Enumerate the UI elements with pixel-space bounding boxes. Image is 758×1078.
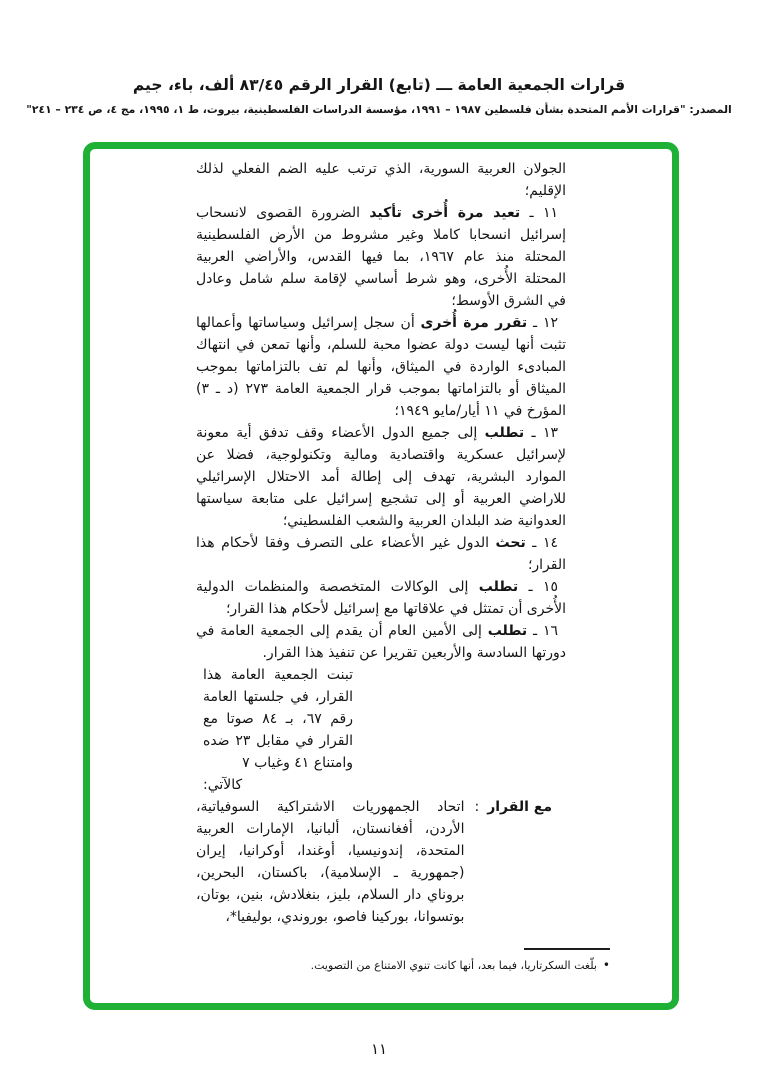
paragraph — [196, 620, 566, 664]
operative-verb: تطلب — [484, 425, 525, 441]
paragraph-text: ١٣ ـ — [524, 425, 558, 441]
footnote-text — [118, 957, 610, 974]
operative-verb: تطلب — [487, 623, 528, 639]
adoption-tail: كالآتي: — [203, 777, 243, 793]
vote-for-label: مع القرار — [487, 799, 552, 815]
paragraph — [196, 158, 566, 202]
paragraph-text: أن سجل إسرائيل وسياساتها وأعمالها تثبت أنها ليست دولة عضوا محبة للسلم، وأنها تمعن في انتهاك المبادىء الواردة في الميثاق، وأنها لم تف بالتزاماتها بموجب الميثاق أو بالتزاماتها بموجب قرار الجمعية العامة ٢٧٣ (د ـ ٣) المؤرخ في ١١ أيار/مايو ١٩٤٩؛ — [196, 315, 566, 419]
paragraph-text: إلى جميع الدول الأعضاء وقف تدفق أية معونة لإسرائيل عسكرية واقتصادية ومالية وتكنولوجية، فضلا عن الموارد البشرية، تهدف إلى إطالة أمد الاحتلال الإسرائيلي للاراضي العربية أو إلى تشجيع إسرائيل على متابعة سياستها العدوانية ضد البلدان العربية والشعب الفلسطيني؛ — [196, 425, 566, 529]
paragraph-text: ١٦ ـ — [527, 623, 558, 639]
source-citation: المصدر: "قرارات الأمم المتحدة بشأن فلسطين ١٩٨٧ – ١٩٩١، مؤسسة الدراسات الفلسطينية، بيروت، ط ١، ١٩٩٥، مج ٤، ص ٢٣٤ – ٢٤١" — [26, 103, 732, 116]
footnote-bullet-icon: • — [602, 958, 610, 972]
operative-verb: تطلب — [478, 579, 519, 595]
footnote-body: بلّغت السكرتاريا، فيما بعد، أنها كانت تنوي الامتناع من التصويت. — [310, 959, 597, 972]
paragraph — [196, 422, 566, 532]
paragraph-text: الضرورة القصوى لانسحاب إسرائيل انسحابا كاملا وغير مشروط من الأرض الفلسطينية المحتلة منذ عام ١٩٦٧، بما فيها القدس، والأراضي العربية المحتلة الأُخرى، وهو شرط أساسي لإقامة سلم شامل وعادل في الشرق الأوسط؛ — [196, 205, 566, 309]
paragraph-text: إلى الوكالات المتخصصة والمنظمات الدولية الأُخرى أن تمتثل في علاقاتها مع إسرائيل لأحكام هذا القرار؛ — [196, 579, 566, 617]
vote-for-countries: اتحاد الجمهوريات الاشتراكية السوفياتية، الأردن، أفغانستان، ألبانيا، الإمارات العربية المتحدة، إندونيسيا، أوغندا، أوكرانيا، إيران (جمهورية ـ الإسلامية)، باكستان، البحرين، بروناي دار السلام، بليز، بنغلادش، بنين، بوتان، بوتسوانا، بوركينا فاصو، بوروندي، بوليفيا*، — [196, 799, 465, 925]
operative-verb: تقرر مرة أُخرى — [420, 315, 528, 331]
paragraph — [196, 576, 566, 620]
adoption-note — [203, 664, 353, 796]
operative-verb: تحث — [495, 535, 526, 551]
footnote-separator-rule — [524, 948, 610, 950]
document-paragraphs — [196, 158, 566, 664]
operative-verb: تعيد مرة أُخرى تأكيد — [369, 205, 521, 221]
paragraph-text: ١٢ ـ — [527, 315, 558, 331]
page-number: ١١ — [370, 1040, 388, 1058]
paragraph — [196, 202, 566, 312]
paragraph-text: الدول غير الأعضاء على التصرف وفقا لأحكام هذا القرار؛ — [196, 535, 566, 573]
paragraph-text: ١٤ ـ — [525, 535, 558, 551]
paragraph-text: ١١ ـ — [520, 205, 558, 221]
paragraph-text: إلى الأمين العام أن يقدم إلى الجمعية العامة في دورتها السادسة والأربعين تقريرا عن تنفيذ هذا القرار. — [196, 623, 566, 661]
paragraph-text: ١٥ ـ — [518, 579, 558, 595]
adoption-sentence: تبنت الجمعية العامة هذا القرار، في جلستها العامة رقم ٦٧، بـ ٨٤ صوتا مع القرار في مقابل ٢٣ ضده وامتناع ٤١ وغياب ٧ — [203, 667, 353, 771]
footnote — [118, 948, 610, 974]
paragraph — [196, 312, 566, 422]
paragraph-text: الجولان العربية السورية، الذي ترتب عليه الضم الفعلي لذلك الإقليم؛ — [196, 161, 566, 199]
document-body — [196, 158, 566, 928]
vote-label-colon: : — [474, 799, 480, 815]
page-title: قرارات الجمعية العامة ـــ (تابع) القرار الرقم ٨٣/٤٥ ألف، باء، جيم — [132, 76, 626, 94]
paragraph — [196, 532, 566, 576]
vote-for-row — [196, 796, 566, 928]
green-border-frame — [83, 142, 679, 1010]
